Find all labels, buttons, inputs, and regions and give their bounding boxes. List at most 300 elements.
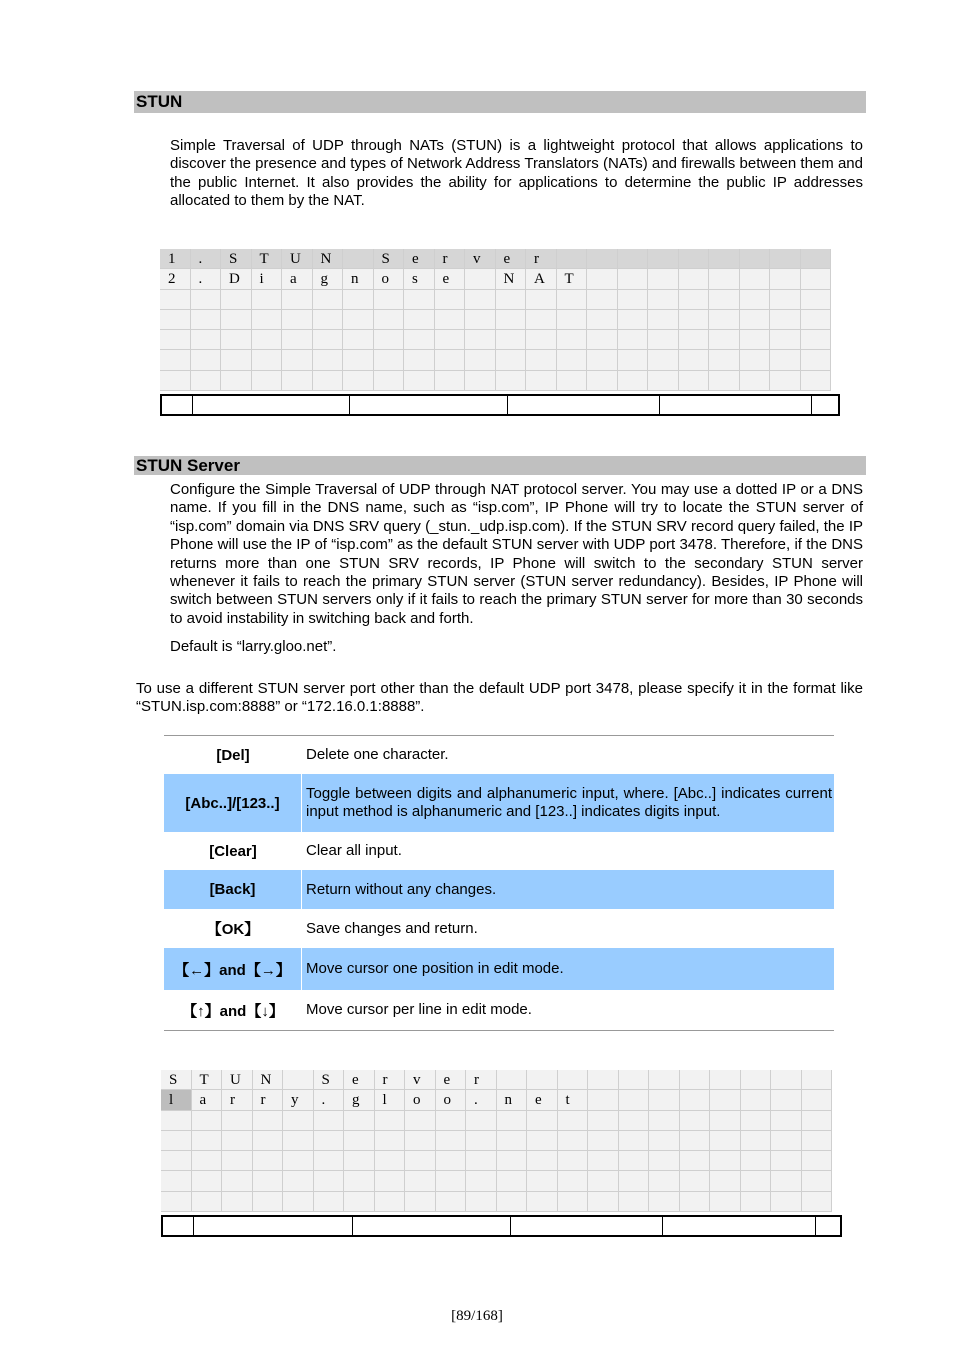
lcd-cell [679, 330, 710, 350]
lcd-cell [709, 290, 740, 310]
lcd-cell: g [313, 269, 344, 289]
lcd-cell [649, 1131, 680, 1151]
key-name: [Back] [164, 870, 302, 909]
lcd-cell [405, 1131, 436, 1151]
lcd-grid [161, 1070, 832, 1212]
lcd-cell [253, 1192, 284, 1212]
lcd-cell [710, 1192, 741, 1212]
table-row [164, 909, 834, 948]
lcd-cell [526, 290, 557, 310]
lcd-cell [618, 310, 649, 330]
lcd-cell [343, 350, 374, 370]
lcd-cell: . [191, 269, 222, 289]
lcd-cell [160, 290, 191, 310]
lcd-cell [619, 1111, 650, 1131]
lcd-cell [375, 1111, 406, 1131]
lcd-cell [496, 371, 527, 391]
lcd-cell [160, 371, 191, 391]
lcd-cell: 2 [160, 269, 191, 289]
softkey-slot [812, 396, 838, 414]
lcd-cell: N [496, 269, 527, 289]
lcd-cell [497, 1111, 528, 1131]
lcd-cell [496, 330, 527, 350]
lcd-cell: S [374, 249, 405, 269]
lcd-cell [343, 330, 374, 350]
lcd-cell [771, 1090, 802, 1110]
lcd-cell [221, 310, 252, 330]
lcd-cell: o [436, 1090, 467, 1110]
lcd-cell [160, 330, 191, 350]
lcd-cell: S [314, 1070, 345, 1090]
lcd-cell [375, 1151, 406, 1171]
lcd-cell [465, 330, 496, 350]
lcd-cell [466, 1131, 497, 1151]
lcd-cell [587, 269, 618, 289]
lcd-cell [558, 1171, 589, 1191]
lcd-cell [680, 1192, 711, 1212]
lcd-cell [648, 350, 679, 370]
lcd-cell: e [496, 249, 527, 269]
lcd-cell [588, 1151, 619, 1171]
lcd-cell [313, 330, 344, 350]
lcd-cell [436, 1171, 467, 1191]
lcd-cell [802, 1131, 833, 1151]
lcd-cell: 1 [160, 249, 191, 269]
softkey-slot [163, 1217, 194, 1235]
lcd-cell [465, 371, 496, 391]
lcd-cell [649, 1171, 680, 1191]
lcd-cell [802, 1111, 833, 1131]
lcd-cell [344, 1131, 375, 1151]
lcd-cell [252, 290, 283, 310]
softkey-slot [816, 1217, 840, 1235]
lcd-cell [801, 371, 832, 391]
key-name: 【↑】and【↓】 [182, 1002, 284, 1020]
lcd-cell: r [466, 1070, 497, 1090]
lcd-cell [160, 350, 191, 370]
table-row [164, 774, 834, 832]
lcd-cell: l [161, 1090, 192, 1110]
lcd-cell [558, 1192, 589, 1212]
lcd-cell [709, 269, 740, 289]
lcd-cell [649, 1192, 680, 1212]
lcd-cell [222, 1111, 253, 1131]
lcd-cell [191, 290, 222, 310]
lcd-cell [466, 1111, 497, 1131]
lcd-cell: n [497, 1090, 528, 1110]
lcd-cell [283, 1171, 314, 1191]
lcd-cell [192, 1111, 223, 1131]
lcd-cell [221, 371, 252, 391]
lcd-cell [801, 330, 832, 350]
lcd-cell [253, 1111, 284, 1131]
lcd-cell [618, 249, 649, 269]
lcd-cell [191, 350, 222, 370]
lcd-cell [314, 1151, 345, 1171]
lcd-cell [771, 1070, 802, 1090]
lcd-cell [801, 249, 832, 269]
lcd-cell [344, 1111, 375, 1131]
lcd-cell [619, 1171, 650, 1191]
lcd-cell [161, 1151, 192, 1171]
lcd-cell [221, 290, 252, 310]
lcd-cell [436, 1111, 467, 1131]
lcd-cell: S [161, 1070, 192, 1090]
lcd-cell [618, 269, 649, 289]
lcd-grid [160, 249, 831, 391]
lcd-cell [496, 350, 527, 370]
lcd-cell [679, 371, 710, 391]
lcd-cell [558, 1131, 589, 1151]
lcd-cell [740, 310, 771, 330]
default-value-text: Default is “larry.gloo.net”. [170, 638, 337, 655]
lcd-cell: e [435, 269, 466, 289]
lcd-cell [496, 290, 527, 310]
port-note: To use a different STUN server port other than the default UDP port 3478, please specify it in the format like “STUN.isp.com:8888” or “172.16.0.1:8888”. [136, 680, 863, 716]
lcd-cell [192, 1192, 223, 1212]
lcd-cell [313, 290, 344, 310]
softkey-slot[interactable] [353, 1217, 511, 1235]
key-description: Delete one character. [306, 746, 449, 763]
softkey-slot[interactable] [508, 396, 660, 414]
lcd-cell [740, 330, 771, 350]
key-description: Return without any changes. [306, 880, 497, 898]
lcd-cell [343, 310, 374, 330]
lcd-cell [436, 1131, 467, 1151]
lcd-cell [374, 330, 405, 350]
softkey-slot[interactable] [660, 396, 812, 414]
lcd-cell [527, 1192, 558, 1212]
lcd-cell [465, 290, 496, 310]
lcd-cell [801, 269, 832, 289]
lcd-cell [282, 350, 313, 370]
lcd-cell [314, 1171, 345, 1191]
lcd-cell [618, 330, 649, 350]
lcd-cell [587, 350, 618, 370]
lcd-cell [313, 310, 344, 330]
lcd-cell [497, 1171, 528, 1191]
lcd-cell [649, 1090, 680, 1110]
lcd-cell [587, 249, 618, 269]
lcd-cell [435, 350, 466, 370]
lcd-cell [404, 290, 435, 310]
lcd-cell [527, 1171, 558, 1191]
lcd-cell [404, 371, 435, 391]
lcd-cell [374, 371, 405, 391]
lcd-cell [313, 371, 344, 391]
lcd-cell [680, 1070, 711, 1090]
lcd-cell [497, 1070, 528, 1090]
softkey-slot [162, 396, 193, 414]
lcd-cell [557, 330, 588, 350]
lcd-cell [679, 249, 710, 269]
lcd-cell [161, 1171, 192, 1191]
lcd-cell [344, 1171, 375, 1191]
lcd-cell: r [253, 1090, 284, 1110]
lcd-cell: D [221, 269, 252, 289]
table-row [164, 948, 834, 990]
lcd-cell [375, 1131, 406, 1151]
lcd-cell [648, 290, 679, 310]
lcd-cell [557, 249, 588, 269]
lcd-cell [587, 371, 618, 391]
lcd-cell [771, 1171, 802, 1191]
lcd-cell [344, 1151, 375, 1171]
key-description: Save changes and return. [306, 919, 478, 937]
lcd-cell [527, 1070, 558, 1090]
lcd-cell: N [313, 249, 344, 269]
lcd-cell: U [222, 1070, 253, 1090]
lcd-cell [191, 310, 222, 330]
lcd-cell [588, 1192, 619, 1212]
page-number: [89/168] [451, 1308, 503, 1324]
lcd-cell [679, 269, 710, 289]
lcd-cell [283, 1070, 314, 1090]
lcd-cell [222, 1131, 253, 1151]
lcd-cell: e [404, 249, 435, 269]
lcd-cell [526, 350, 557, 370]
lcd-cell [343, 290, 374, 310]
table-row [164, 832, 834, 870]
lcd-cell [710, 1151, 741, 1171]
lcd-cell [619, 1131, 650, 1151]
lcd-cell [405, 1111, 436, 1131]
lcd-cell [587, 310, 618, 330]
lcd-cell [648, 269, 679, 289]
lcd-cell [222, 1171, 253, 1191]
lcd-cell [283, 1131, 314, 1151]
lcd-cell: e [344, 1070, 375, 1090]
lcd-cell [191, 330, 222, 350]
lcd-cell [405, 1192, 436, 1212]
lcd-cell [252, 371, 283, 391]
key-name: [Abc..]/[123..] [164, 774, 302, 832]
lcd-cell [252, 310, 283, 330]
lcd-cell [710, 1070, 741, 1090]
key-name: 【←】and【→】 [164, 948, 302, 990]
lcd-cell [527, 1131, 558, 1151]
lcd-cell [283, 1111, 314, 1131]
lcd-cell: n [343, 269, 374, 289]
softkey-slot[interactable] [350, 396, 508, 414]
lcd-cell: a [282, 269, 313, 289]
lcd-cell [740, 269, 771, 289]
lcd-cell [558, 1070, 589, 1090]
key-description: Clear all input. [306, 842, 402, 859]
lcd-cell [253, 1131, 284, 1151]
lcd-cell [192, 1131, 223, 1151]
lcd-cell [191, 371, 222, 391]
lcd-cell [801, 310, 832, 330]
lcd-cell [710, 1111, 741, 1131]
lcd-cell: o [374, 269, 405, 289]
lcd-cell [648, 330, 679, 350]
lcd-cell [709, 371, 740, 391]
lcd-cell [587, 330, 618, 350]
lcd-cell [588, 1131, 619, 1151]
lcd-cell: l [375, 1090, 406, 1110]
lcd-cell [526, 310, 557, 330]
lcd-cell [344, 1192, 375, 1212]
lcd-cell [435, 330, 466, 350]
lcd-cell [435, 310, 466, 330]
lcd-cell [741, 1151, 772, 1171]
lcd-cell [374, 290, 405, 310]
lcd-cell [740, 249, 771, 269]
section-heading-stun [134, 91, 866, 113]
lcd-cell: N [253, 1070, 284, 1090]
lcd-cell [771, 1111, 802, 1131]
lcd-cell [375, 1192, 406, 1212]
key-name: [Del] [216, 746, 250, 764]
lcd-cell: . [466, 1090, 497, 1110]
softkey-slot[interactable] [663, 1217, 816, 1235]
lcd-cell [770, 330, 801, 350]
lcd-cell [741, 1070, 772, 1090]
lcd-cell [771, 1151, 802, 1171]
lcd-cell [436, 1151, 467, 1171]
lcd-cell [770, 249, 801, 269]
lcd-cell [618, 371, 649, 391]
lcd-cell [619, 1090, 650, 1110]
lcd-cell [282, 330, 313, 350]
lcd-cell [710, 1090, 741, 1110]
heading-text: STUN [136, 92, 183, 111]
lcd-cell [557, 310, 588, 330]
lcd-cell [557, 371, 588, 391]
lcd-cell [465, 269, 496, 289]
lcd-cell [679, 350, 710, 370]
lcd-cell [161, 1111, 192, 1131]
lcd-cell [680, 1111, 711, 1131]
lcd-cell [558, 1111, 589, 1131]
lcd-cell [282, 290, 313, 310]
lcd-cell: r [375, 1070, 406, 1090]
lcd-cell [771, 1131, 802, 1151]
lcd-cell [252, 350, 283, 370]
lcd-cell [314, 1192, 345, 1212]
lcd-cell [497, 1151, 528, 1171]
softkey-slot[interactable] [511, 1217, 663, 1235]
lcd-cell: r [435, 249, 466, 269]
softkey-table [164, 735, 834, 1031]
lcd-cell [648, 310, 679, 330]
lcd-cell: A [526, 269, 557, 289]
lcd-cell: v [465, 249, 496, 269]
lcd-cell: T [192, 1070, 223, 1090]
lcd-cell [649, 1151, 680, 1171]
lcd-cell [588, 1111, 619, 1131]
lcd-cell [465, 310, 496, 330]
lcd-cell [618, 350, 649, 370]
lcd-cell [648, 371, 679, 391]
lcd-cell [526, 371, 557, 391]
lcd-cell [404, 330, 435, 350]
lcd-cell [252, 330, 283, 350]
lcd-cell: v [405, 1070, 436, 1090]
lcd-cell: g [344, 1090, 375, 1110]
lcd-cell [221, 330, 252, 350]
lcd-cell [497, 1192, 528, 1212]
lcd-cell [374, 310, 405, 330]
lcd-cell [710, 1171, 741, 1191]
lcd-cell [680, 1131, 711, 1151]
softkey-bar [161, 1215, 842, 1237]
lcd-cell [770, 310, 801, 330]
stun-server-description: Configure the Simple Traversal of UDP through NAT protocol server. You may use a dotted IP or a DNS name. If you fill in the DNS name, such as “isp.com”, IP Phone will try to locate the STUN server of “isp.com” domain via DNS SRV query (_stun._udp.isp.com). If the STUN SRV record query failed, the IP Phone will use the IP of “isp.com” as the default STUN server with UDP port 3478. Therefore, if the DNS returns more than one STUN SRV records, IP Phone will switch to the secondary STUN server whenever it fails to reach the primary STUN server (STUN server redundancy). Besides, IP Phone will switch between STUN servers only if it fails to reach the primary STUN server for more than 30 seconds to avoid instability in switching back and forth. [170, 481, 863, 627]
lcd-cell [770, 269, 801, 289]
lcd-cell [497, 1131, 528, 1151]
lcd-cell [802, 1070, 833, 1090]
lcd-cell: i [252, 269, 283, 289]
lcd-cell [709, 249, 740, 269]
section-heading-stun-server [134, 456, 866, 475]
lcd-cell [709, 350, 740, 370]
lcd-cell: T [252, 249, 283, 269]
lcd-cell [588, 1171, 619, 1191]
lcd-cell [527, 1111, 558, 1131]
lcd-cell [801, 350, 832, 370]
lcd-cell [343, 371, 374, 391]
lcd-cell [741, 1171, 772, 1191]
lcd-cell [741, 1192, 772, 1212]
softkey-slot[interactable] [194, 1217, 353, 1235]
softkey-bar [160, 394, 840, 416]
lcd-cell [587, 290, 618, 310]
lcd-cell [802, 1090, 833, 1110]
lcd-cell [740, 371, 771, 391]
lcd-cell: . [314, 1090, 345, 1110]
lcd-cell: a [192, 1090, 223, 1110]
lcd-cell [222, 1192, 253, 1212]
lcd-cell [741, 1131, 772, 1151]
lcd-cell [710, 1131, 741, 1151]
lcd-cell [466, 1151, 497, 1171]
key-description: Move cursor one position in edit mode. [306, 960, 564, 977]
lcd-cell [466, 1192, 497, 1212]
lcd-cell [770, 371, 801, 391]
lcd-cell [557, 290, 588, 310]
lcd-cell [649, 1111, 680, 1131]
lcd-cell [619, 1070, 650, 1090]
lcd-cell [496, 310, 527, 330]
lcd-cell [465, 350, 496, 370]
lcd-cell [679, 310, 710, 330]
lcd-cell [526, 330, 557, 350]
lcd-cell: y [283, 1090, 314, 1110]
lcd-cell [374, 350, 405, 370]
softkey-slot[interactable] [193, 396, 350, 414]
lcd-cell [680, 1151, 711, 1171]
lcd-cell [343, 249, 374, 269]
lcd-cell [404, 350, 435, 370]
lcd-cell [253, 1151, 284, 1171]
lcd-cell [679, 290, 710, 310]
lcd-cell: s [404, 269, 435, 289]
lcd-cell [618, 290, 649, 310]
lcd-cell: S [221, 249, 252, 269]
lcd-cell [770, 290, 801, 310]
lcd-cell [160, 310, 191, 330]
lcd-cell [192, 1151, 223, 1171]
lcd-cell [680, 1090, 711, 1110]
lcd-cell [404, 310, 435, 330]
lcd-cell [588, 1070, 619, 1090]
lcd-cell [648, 249, 679, 269]
lcd-cell [802, 1171, 833, 1191]
heading-text: STUN Server [136, 456, 240, 475]
lcd-cell [253, 1171, 284, 1191]
